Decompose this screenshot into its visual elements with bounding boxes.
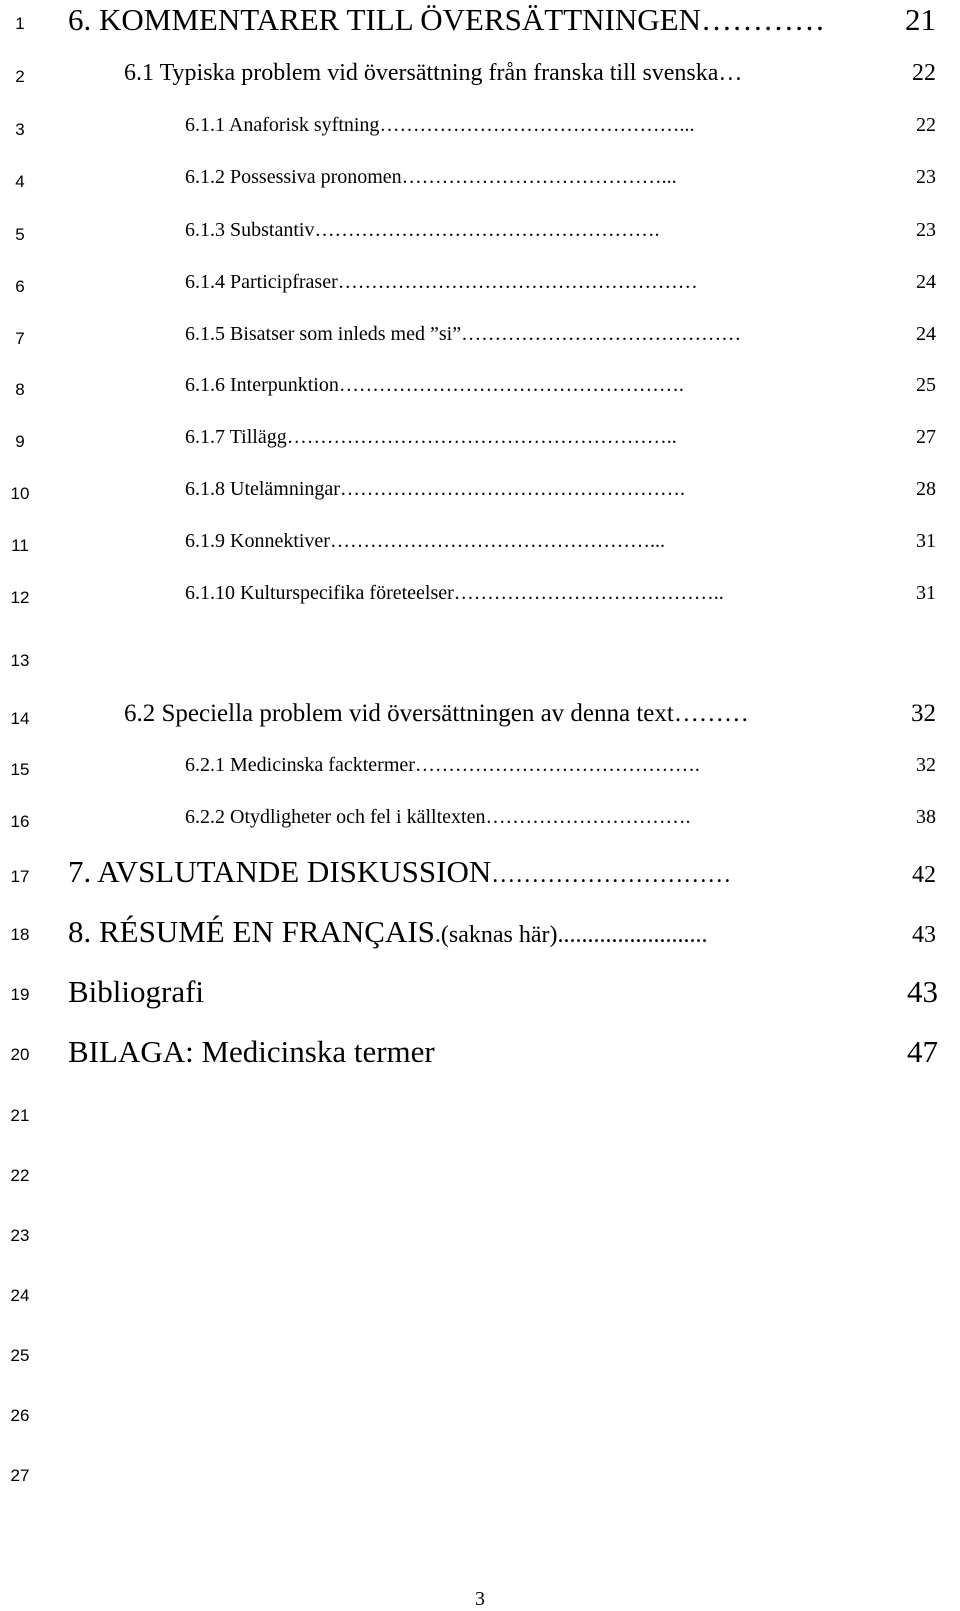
line-number: 4	[15, 172, 25, 191]
toc-entry-leader: ……………………………………	[461, 323, 742, 345]
toc-entry[interactable]	[68, 914, 936, 950]
toc-entry[interactable]	[185, 271, 936, 294]
toc-entry[interactable]	[68, 854, 936, 890]
toc-entry-title: 6.1.1 Anaforisk syftning	[185, 114, 380, 136]
toc-entry[interactable]	[185, 806, 936, 829]
toc-entry[interactable]	[124, 60, 936, 87]
line-number: 2	[15, 67, 25, 86]
toc-entry-title: 6.1.8 Utelämningar	[185, 478, 340, 500]
toc-entry-page: 23	[916, 166, 936, 188]
toc-entry-page: 23	[916, 219, 936, 241]
toc-entry-title: 6.1.4 Participfraser	[185, 271, 338, 293]
line-number: 24	[10, 1286, 30, 1305]
line-number: 10	[10, 484, 30, 503]
toc-entry-leader: …………………………………………………..	[286, 426, 677, 448]
toc-entry-page: 22	[916, 114, 936, 136]
toc-entry-title: Bibliografi	[68, 974, 205, 1009]
line-number: 1	[15, 14, 25, 33]
toc-entry-page: 28	[916, 478, 936, 500]
toc-entry-leader: …	[718, 60, 743, 86]
toc-entry-page: 31	[916, 582, 936, 604]
toc-entry-leader: .(saknas här).........................	[434, 922, 708, 948]
toc-entry-leader: ………………………………………………	[337, 271, 698, 293]
toc-entry[interactable]	[185, 323, 936, 346]
toc-entry[interactable]	[185, 478, 936, 501]
toc-entry-leader: …………………………………………….	[339, 478, 685, 500]
line-number: 12	[10, 588, 30, 607]
toc-entry-page: 22	[912, 60, 936, 86]
line-number: 11	[11, 536, 29, 555]
line-number: 22	[10, 1166, 30, 1185]
line-number: 17	[10, 867, 30, 886]
toc-entry-leader: …………………………	[491, 862, 732, 888]
toc-entry-page: 31	[916, 530, 936, 552]
toc-entry-leader: …………………………………………….	[314, 219, 660, 241]
line-number: 19	[10, 985, 30, 1004]
toc-entry-page: 24	[916, 323, 936, 345]
toc-entry-page: 27	[916, 426, 936, 448]
toc-entry[interactable]	[185, 374, 936, 397]
line-number: 21	[10, 1106, 30, 1125]
toc-entry-page: 42	[912, 862, 936, 888]
toc-entry-page: 43	[907, 974, 938, 1009]
toc-entry[interactable]	[68, 974, 938, 1010]
toc-entry-title: 6.1.7 Tillägg	[185, 426, 287, 448]
toc-entry-title: 6.1.6 Interpunktion	[185, 374, 339, 396]
toc-entry-title: 6.1.3 Substantiv	[185, 219, 315, 241]
toc-entry[interactable]	[68, 1034, 938, 1070]
toc-entry-page: 25	[916, 374, 936, 396]
toc-entry[interactable]	[185, 219, 936, 242]
line-number: 8	[15, 380, 25, 399]
toc-entry-page: 43	[912, 922, 936, 948]
line-number: 23	[10, 1226, 30, 1245]
toc-entry-page: 21	[905, 2, 936, 37]
toc-entry-title: 6.1 Typiska problem vid översättning från franska till svenska	[124, 60, 719, 86]
line-number: 18	[10, 925, 30, 944]
line-number: 7	[15, 329, 25, 348]
line-number: 6	[15, 277, 25, 296]
toc-entry-title: 6. KOMMENTARER TILL ÖVERSÄTTNINGEN	[68, 2, 701, 37]
toc-entry[interactable]	[185, 114, 936, 137]
toc-entry[interactable]	[185, 530, 936, 553]
toc-entry[interactable]	[185, 166, 936, 189]
toc-entry-leader: …………………………………...	[401, 166, 677, 188]
toc-entry-leader: …………	[700, 2, 825, 37]
toc-entry-leader: ………	[673, 700, 749, 727]
line-number: 26	[10, 1406, 30, 1425]
page-number: 3	[475, 1588, 485, 1610]
line-number: 25	[10, 1346, 30, 1365]
toc-entry-title: 6.1.10 Kulturspecifika företeelser	[185, 582, 454, 604]
toc-entry-title: 6.2 Speciella problem vid översättningen av denna text	[124, 700, 674, 727]
line-number: 15	[10, 760, 30, 779]
line-number: 5	[15, 225, 25, 244]
line-number: 16	[10, 812, 30, 831]
toc-entry-title: 6.1.5 Bisatser som inleds med ”si”	[185, 323, 462, 345]
toc-entry-title: 6.1.2 Possessiva pronomen	[185, 166, 402, 188]
line-number: 9	[15, 432, 25, 451]
toc-entry-page: 24	[916, 271, 936, 293]
toc-entry-page: 38	[916, 806, 936, 828]
toc-entry[interactable]	[185, 582, 936, 605]
toc-entry-title: 7. AVSLUTANDE DISKUSSION	[68, 854, 492, 889]
toc-entry-page: 32	[911, 700, 936, 727]
toc-entry-title: 6.1.9 Konnektiver	[185, 530, 330, 552]
toc-entry-leader: …………………………………….	[414, 754, 700, 776]
line-number: 27	[10, 1466, 30, 1485]
toc-entry-page: 32	[916, 754, 936, 776]
toc-entry-page: 47	[907, 1034, 938, 1069]
line-number: 13	[10, 651, 30, 670]
toc-entry-leader: ………………………….	[485, 806, 691, 828]
toc-entry-leader: …………………………………………...	[329, 530, 665, 552]
toc-entry[interactable]	[185, 754, 936, 777]
toc-entry[interactable]	[68, 2, 936, 38]
line-number: 3	[15, 120, 25, 139]
line-number: 20	[10, 1045, 30, 1064]
toc-entry[interactable]	[124, 700, 936, 728]
toc-entry-title: 6.2.2 Otydligheter och fel i källtexten	[185, 806, 486, 828]
toc-entry-title: BILAGA: Medicinska termer	[68, 1034, 435, 1069]
line-number: 14	[10, 709, 30, 728]
toc-entry-leader: …………………………………..	[453, 582, 724, 604]
toc-entry-leader: …………………………………………….	[338, 374, 684, 396]
toc-entry[interactable]	[185, 426, 936, 449]
toc-entry-title: 8. RÉSUMÉ EN FRANÇAIS	[68, 914, 435, 949]
toc-entry-title: 6.2.1 Medicinska facktermer	[185, 754, 415, 776]
toc-entry-leader: ………………………………………...	[379, 114, 695, 136]
